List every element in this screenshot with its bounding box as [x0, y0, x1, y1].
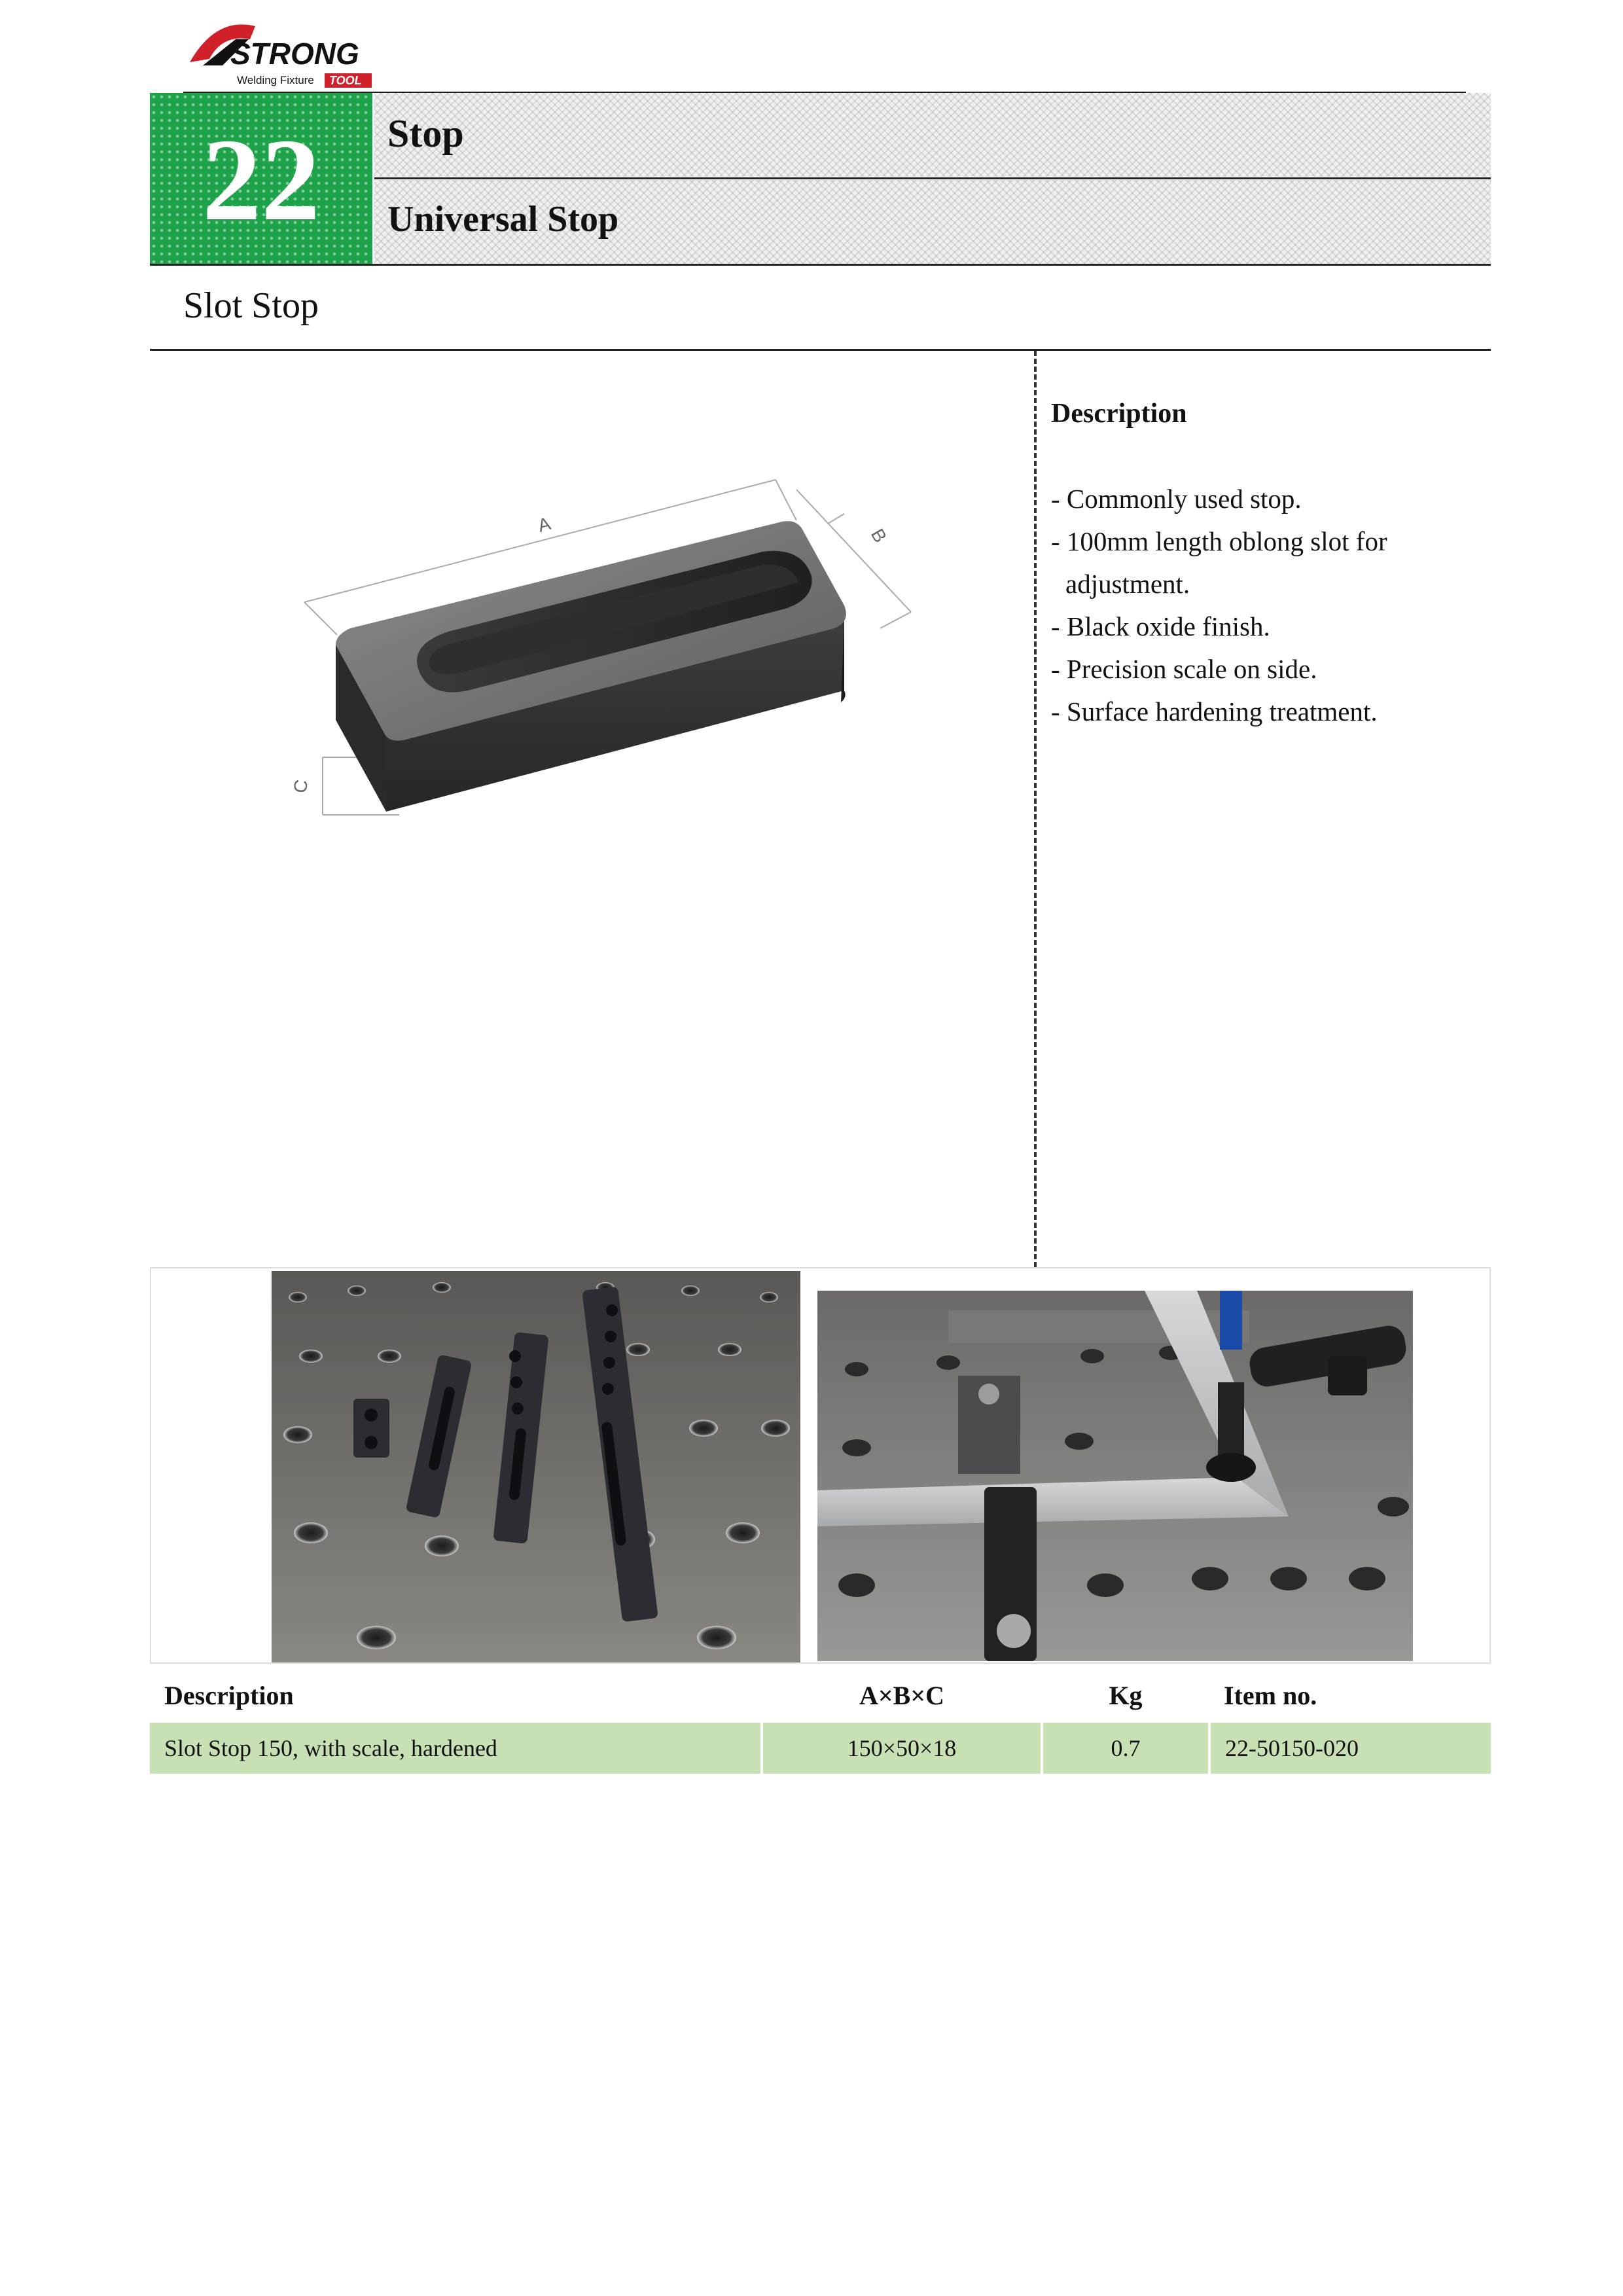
column-header-dimensions: A×B×C	[859, 1680, 945, 1710]
description-item: - 100mm length oblong slot for	[1051, 526, 1387, 556]
header-middle-rule	[374, 177, 1491, 179]
logo-tagline-text: Welding Fixture	[237, 74, 314, 86]
column-divider	[1034, 351, 1037, 1267]
cell-description: Slot Stop 150, with scale, hardened	[150, 1723, 762, 1774]
logo-badge-text: TOOL	[329, 74, 362, 87]
product-diagram	[259, 455, 942, 861]
description-item: - Black oxide finish.	[1051, 611, 1270, 641]
description-item: - Commonly used stop.	[1051, 484, 1302, 514]
header-category-row	[374, 93, 1491, 177]
table-header-row	[150, 1668, 1491, 1723]
dimension-a-label: A	[535, 513, 553, 536]
description-title: Description	[1051, 399, 1187, 429]
cell-dimensions: 150×50×18	[762, 1723, 1042, 1774]
description-list	[1051, 478, 1470, 733]
specification-table	[150, 1668, 1491, 1774]
dimension-b-label: B	[866, 525, 891, 547]
cell-weight: 0.7	[1042, 1723, 1209, 1774]
product-photo-variants	[272, 1271, 800, 1662]
description-item: - Surface hardening treatment.	[1051, 696, 1378, 726]
dimension-c-label: C	[289, 778, 312, 795]
description-item-continuation: adjustment.	[1065, 569, 1190, 599]
chapter-number-badge: 22	[150, 93, 372, 266]
logo-brand-text: STRONG	[230, 37, 359, 71]
slot-stop-block	[336, 521, 846, 812]
table-row	[150, 1723, 1491, 1774]
header-bottom-rule	[150, 264, 1491, 266]
section-rule	[150, 349, 1491, 351]
column-header-item-number: Item no.	[1224, 1680, 1317, 1710]
description-item: - Precision scale on side.	[1051, 654, 1317, 684]
application-photo	[817, 1291, 1413, 1661]
section-title: Slot Stop	[183, 285, 319, 326]
category-title: Stop	[387, 112, 464, 155]
subcategory-title: Universal Stop	[387, 199, 619, 240]
cell-item-number: 22-50150-020	[1209, 1723, 1491, 1774]
column-header-description: Description	[164, 1680, 294, 1710]
header-subcategory-row	[374, 180, 1491, 265]
column-header-weight: Kg	[1109, 1680, 1143, 1710]
company-logo	[177, 13, 386, 92]
